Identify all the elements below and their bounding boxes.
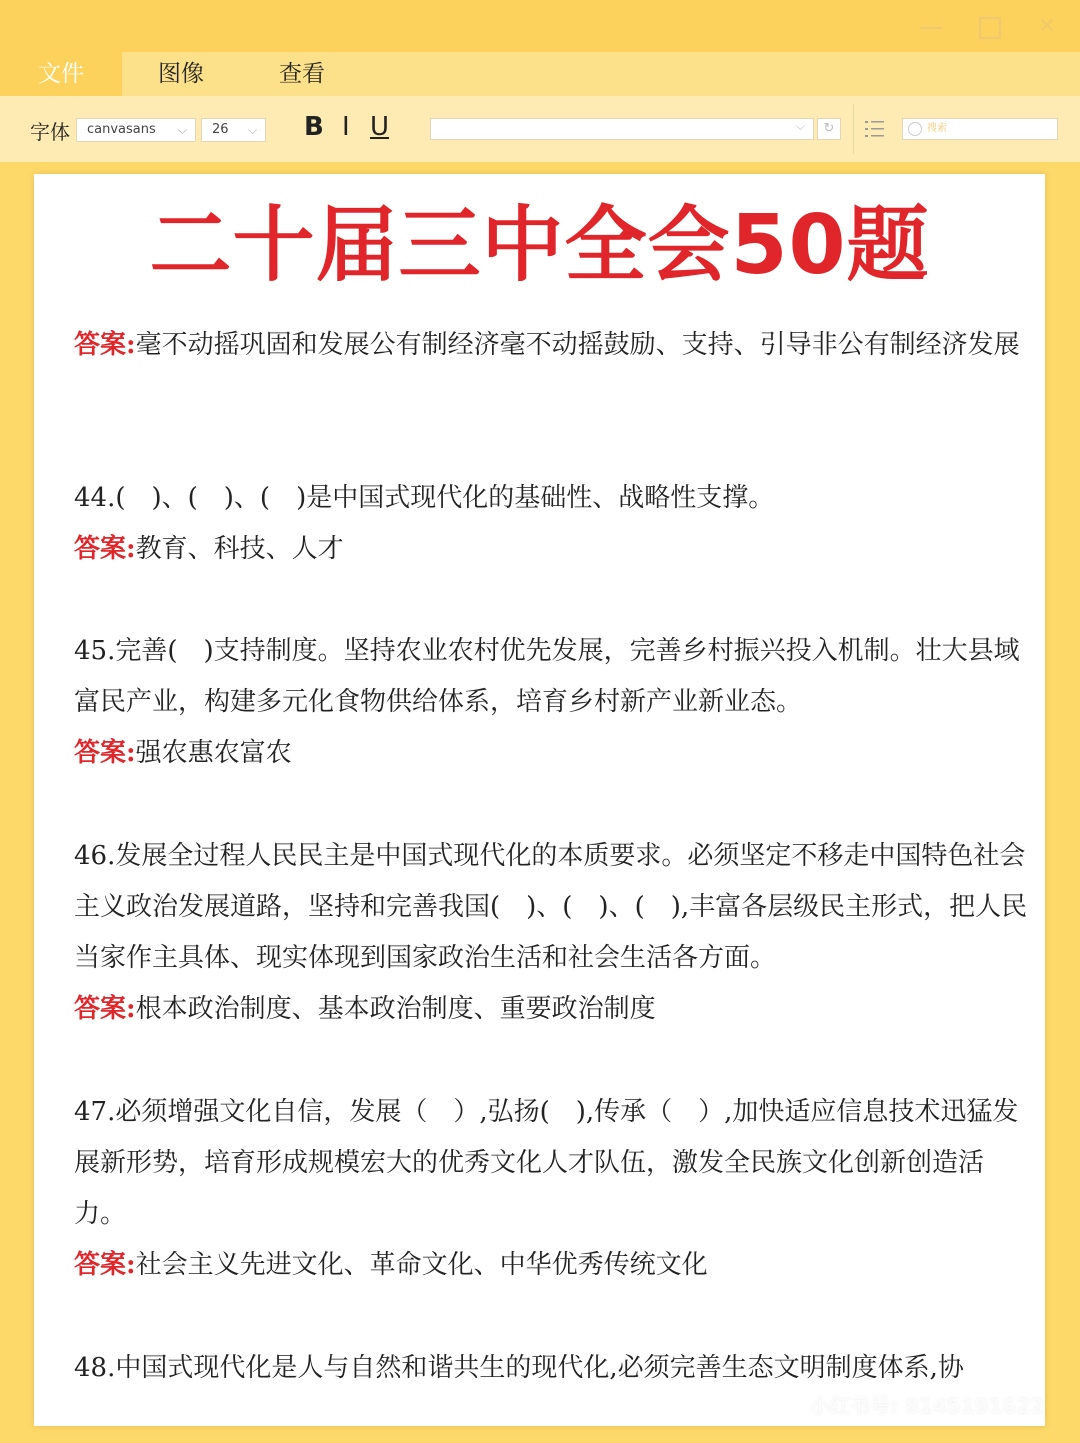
answer-label: 答案: (74, 738, 136, 768)
close-icon[interactable]: ✕ (1037, 14, 1057, 39)
answer-text: 强农惠农富农 (135, 738, 292, 768)
menu-bar (0, 52, 1080, 96)
chevron-down-icon: ⌵ (795, 119, 805, 133)
font-family-value: canvasans (87, 122, 156, 137)
answer-text: 社会主义先进文化、革命文化、中华优秀传统文化 (135, 1250, 708, 1280)
question-text: 48.中国式现代化是人与自然和谐共生的现代化,必须完善生态文明制度体系,协 (74, 1353, 964, 1383)
answer-text: 毫不动摇巩固和发展公有制经济毫不动摇鼓励、支持、引导非公有制经济发展 (135, 330, 1020, 360)
answer-text: 教育、科技、人才 (135, 534, 344, 564)
menu-item-file[interactable]: 文件 (0, 52, 122, 96)
style-select[interactable] (430, 118, 814, 140)
maximize-icon[interactable] (974, 12, 1004, 42)
answer-text: 根本政治制度、基本政治制度、重要政治制度 (135, 994, 656, 1024)
question-block (74, 473, 1029, 575)
question-text: 45.完善( )支持制度。坚持农业农村优先发展，完善乡村振兴投入机制。壮大县域富民产业，构建多元化食物供给体系，培育乡村新产业新业态。 (74, 636, 1020, 717)
font-size-select[interactable] (201, 118, 266, 142)
answer-label: 答案: (74, 994, 136, 1024)
search-icon (908, 122, 922, 136)
font-size-value: 26 (212, 122, 229, 137)
answer-label: 答案: (74, 534, 136, 564)
question-block (74, 1087, 1029, 1291)
chevron-down-icon: ⌵ (247, 123, 257, 137)
question-block (74, 831, 1029, 1035)
page-title: 二十届三中全会50题 (149, 198, 930, 293)
bold-button[interactable]: B (304, 112, 324, 142)
title-bar (0, 0, 1080, 52)
font-family-select[interactable] (76, 118, 196, 142)
minimize-icon[interactable] (916, 12, 946, 42)
toolbar-divider (853, 104, 854, 154)
chevron-down-icon: ⌵ (177, 123, 187, 137)
watermark: 小红书号: 8145191622 (810, 1394, 1045, 1418)
font-label: 字体 (30, 120, 70, 144)
numbered-list-icon[interactable] (865, 118, 885, 140)
question-block (74, 1343, 1029, 1394)
document-page (34, 174, 1045, 1426)
question-block (74, 626, 1029, 779)
refresh-icon[interactable]: ↻ (817, 118, 841, 140)
question-text: 44.( )、( )、( )是中国式现代化的基础性、战略性支撑。 (74, 483, 775, 513)
question-text: 47.必须增强文化自信，发展（ ）,弘扬( ),传承（ ）,加快适应信息技术迅猛发展新形势，培育形成规模宏大的优秀文化人才队伍，激发全民族文化创新创造活力。 (74, 1097, 1019, 1229)
answer-block (74, 320, 1029, 371)
question-text: 46.发展全过程人民民主是中国式现代化的本质要求。必须坚定不移走中国特色社会主义政治发展道路，坚持和完善我国( )、( )、( ),丰富各层级民主形式，把人民当家作主具体、现实体现到国家政治生活和社会生活各方面。 (74, 841, 1028, 973)
answer-label: 答案: (74, 330, 136, 360)
menu-item-view[interactable]: 查看 (279, 61, 325, 87)
search-input[interactable] (902, 118, 1058, 140)
menu-item-image[interactable]: 图像 (158, 61, 204, 87)
underline-button[interactable]: U (370, 112, 390, 142)
answer-label: 答案: (74, 1250, 136, 1280)
italic-button[interactable]: I (342, 112, 350, 142)
search-placeholder: 搜索 (927, 123, 947, 134)
